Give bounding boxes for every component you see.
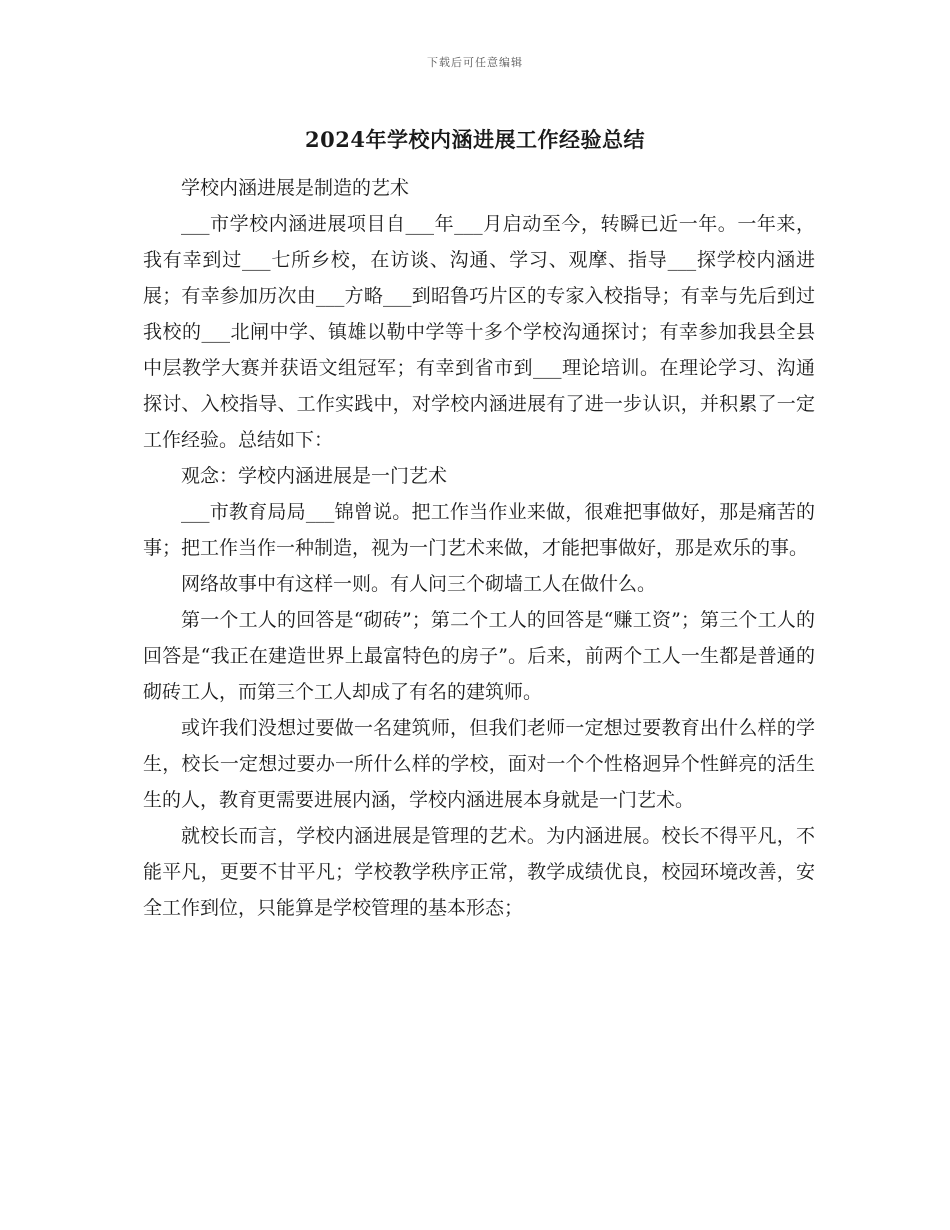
- paragraph: 学校内涵进展是制造的艺术: [181, 177, 410, 199]
- document-title: 2024年学校内涵进展工作经验总结: [305, 127, 645, 152]
- paragraph: 观念：学校内涵进展是一门艺术: [181, 465, 448, 487]
- paragraph: 就校长而言，学校内涵进展是管理的艺术。为内涵进展。校长不得平凡，不能平凡，更要不甘平凡；学校教学秩序正常，教学成绩优良，校园环境改善，安全工作到位，只能算是学校管理的基本形态；: [143, 825, 815, 919]
- paragraph: ___市教育局局___锦曾说。把工作当作业来做，很难把事做好，那是痛苦的事；把工作当作一种制造，视为一门艺术来做，才能把事做好，那是欢乐的事。: [143, 501, 815, 559]
- paragraph: 第一个工人的回答是“砌砖”；第二个工人的回答是“赚工资”；第三个工人的回答是“我正在建造世界上最富特色的房子”。后来，前两个工人一生都是普通的砌砖工人，而第三个工人却成了有名的建筑师。: [143, 609, 815, 703]
- document-body: [143, 170, 815, 926]
- paragraph: 网络故事中有这样一则。有人问三个砌墙工人在做什么。: [181, 573, 657, 595]
- paragraph: ___市学校内涵进展项目自___年___月启动至今，转瞬已近一年。一年来，我有幸到过___七所乡校，在访谈、沟通、学习、观摩、指导___探学校内涵进展；有幸参加历次由___方略___到昭鲁巧片区的专家入校指导；有幸与先后到过我校的___北闸中学、镇雄以勒中学等十多个学校沟通探讨；有幸参加我县全县中层教学大赛并获语文组冠军；有幸到省市到___理论培训。在理论学习、沟通探讨、入校指导、工作实践中，对学校内涵进展有了进一步认识，并积累了一定工作经验。总结如下：: [143, 213, 815, 451]
- paragraph: 或许我们没想过要做一名建筑师，但我们老师一定想过要教育出什么样的学生，校长一定想过要办一所什么样的学校，面对一个个性格迥异个性鲜亮的活生生的人，教育更需要进展内涵，学校内涵进展本身就是一门艺术。: [143, 717, 815, 811]
- header-note: 下载后可任意编辑: [427, 56, 523, 69]
